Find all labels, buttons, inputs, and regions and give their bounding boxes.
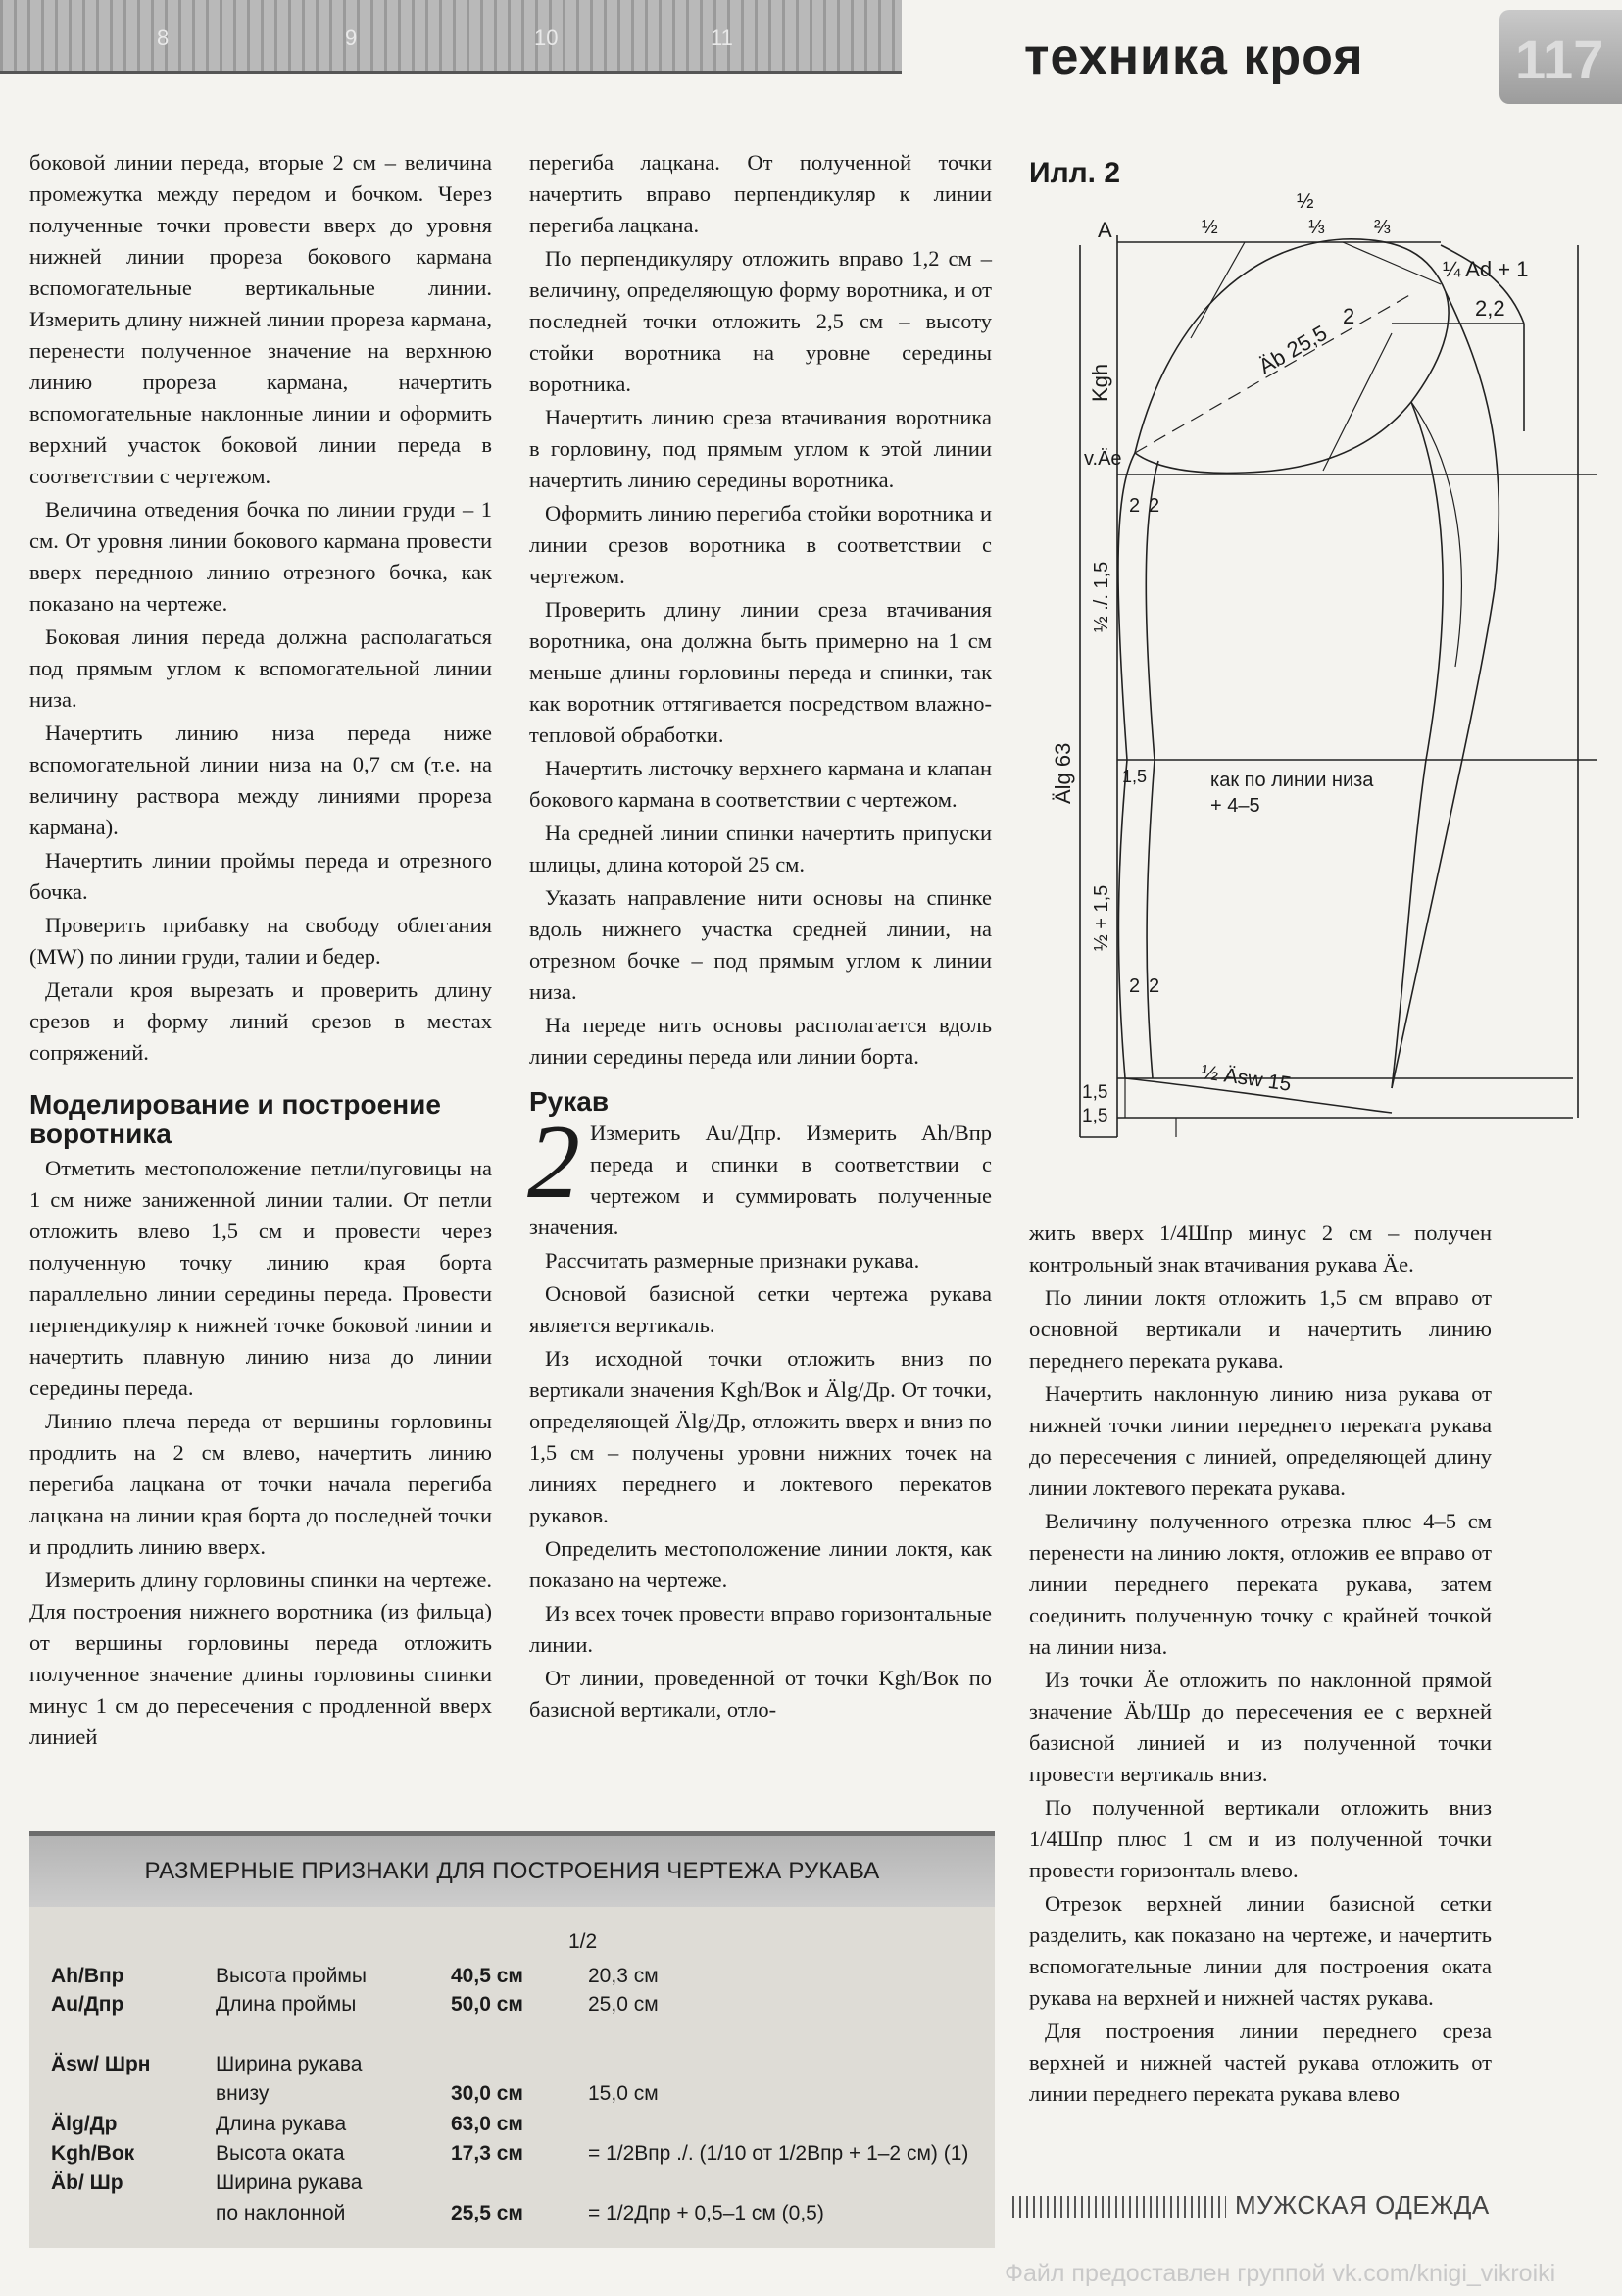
- size-table: [29, 1831, 995, 2248]
- paragraph: Величину полученного отрезка плюс 4–5 см перенести на линию локтя, отложив ее вправо от линии переднего переката рукава, затем соединить полученную точку с крайней точкой на линии низа.: [1029, 1509, 1492, 1659]
- sleeve-pattern-diagram: [1019, 176, 1597, 1147]
- paragraph: Основой базисной сетки чертежа рукава является вертикаль.: [529, 1281, 992, 1337]
- paragraph: Определить местоположение линии локтя, как показано на чертеже.: [529, 1536, 992, 1592]
- section-heading-collar: Моделирование и построение воротника: [29, 1089, 441, 1149]
- paragraph: жить вверх 1/4Шпр минус 2 см – получен контрольный знак втачивания рукава Äe.: [1029, 1221, 1492, 1276]
- paragraph: Оформить линию перегиба стойки воротника и линии срезов воротника в соответствии с чертежом.: [529, 501, 992, 588]
- label: 2: [1129, 975, 1141, 997]
- paragraph: [527, 1104, 992, 1243]
- footer-label: МУЖСКАЯ ОДЕЖДА: [1235, 2190, 1490, 2220]
- paragraph: По перпендикуляру отложить вправо 1,2 см – величину, определяющую форму воротника, и от последней точки отложить 2,5 см – высоту стойки воротника на уровне середины воротника.: [529, 246, 992, 396]
- label: ⅔: [1374, 217, 1391, 238]
- back-seam-outer: [1392, 292, 1499, 1088]
- paragraph: Начертить листочку верхнего кармана и клапан бокового кармана в соответствии с чертежом.: [529, 756, 992, 812]
- aux-line: [1323, 333, 1392, 471]
- paragraph: Проверить длину линии среза втачивания воротника, она должна быть примерно на 1 см меньше длины горловины переда и спинки, так как воротник оттягивается посредством влажно-тепловой обработки.: [529, 597, 992, 747]
- section-title: техника кроя: [1024, 28, 1364, 85]
- row-name-continued: по наклонной: [216, 2202, 346, 2224]
- paragraph: Отрезок верхней линии базисной сетки разделить, как показано на чертеже, и начертить вспомогательные линии для построения оката рукава на верхней и нижней частях рукава.: [1029, 1891, 1492, 2010]
- row-name: Ширина рукава: [216, 2171, 363, 2194]
- paragraph: Из исходной точки отложить вниз по вертикали значения Kgh/Вок и Älg/Др. От точки, определяющей Älg/Др, отложить вверх и вниз по 1,5 см – получены уровни нижних точек на линиях переднего и локтевого перекатов рукавов.: [529, 1346, 992, 1527]
- paragraph: Начертить наклонную линию низа рукава от нижней точки линии переднего переката рукава до пересечения с линией, определяющей длину линии локтевого переката рукава.: [1029, 1381, 1492, 1500]
- paragraph: Начертить линию низа переда ниже вспомогательной линии низа на 0,7 см (т.е. на величину раствора между линиями прореза кармана).: [29, 721, 492, 839]
- under-cap-line: [1411, 402, 1461, 667]
- row-name-continued: внизу: [216, 2082, 270, 2105]
- label: ¼ Ad + 1: [1443, 257, 1529, 281]
- paragraph: По линии локтя отложить 1,5 см вправо от основной вертикали и начертить линию переднего переката рукава.: [1029, 1285, 1492, 1373]
- half-column-header: 1/2: [568, 1930, 598, 1953]
- row-code: Au/Дпр: [51, 1993, 124, 2016]
- label: ½ + 1,5: [1091, 884, 1112, 951]
- row-half: = 1/2Дпр + 0,5–1 см (0,5): [588, 2202, 824, 2224]
- paragraph: По полученной вертикали отложить вниз 1/4Шпр плюс 1 см и из полученной точки провести горизонталь влево.: [1029, 1795, 1492, 1882]
- ruler-number: 10: [534, 25, 559, 50]
- paragraph: От линии, проведенной от точки Kgh/Вок по базисной вертикали, отло-: [529, 1666, 992, 1722]
- paragraph: Начертить линию среза втачивания воротника в горловину, под прямым углом к этой линии начертить линию середины воротника.: [529, 405, 992, 492]
- label: 2: [1149, 975, 1160, 997]
- row-code: Kgh/Вок: [51, 2142, 135, 2165]
- paragraph: Из всех точек провести вправо горизонтальные линии.: [529, 1601, 992, 1657]
- paragraph: боковой линии переда, вторые 2 см – величина промежутка между передом и бочком. Через полученные точки провести вверх до уровня нижней линии прореза бокового кармана вспомогательные вертикальные линии. Измерить длину нижней линии прореза кармана, перенести полученное значение на верхнюю линию прореза кармана, начертить вспомогательные наклонные линии и оформить верхний участок боковой линии переда в соответствии с чертежом.: [29, 150, 492, 488]
- row-name: Высота проймы: [216, 1965, 367, 1987]
- row-half: = 1/2Впр ./. (1/10 от 1/2Впр + 1–2 см) (1): [588, 2142, 969, 2165]
- row-name: Ширина рукава: [216, 2053, 363, 2075]
- figure-title: Илл. 2: [1029, 157, 1121, 189]
- paragraph: Измерить длину горловины спинки на чертеже. Для построения нижнего воротника (из фильца) от вершины горловины переда отложить полученное значение длины горловины спинки минус 1 см до пересечения с продленной вверх линией: [29, 1568, 492, 1749]
- paragraph: Рассчитать размерные признаки рукава.: [545, 1248, 920, 1273]
- footer-barcode-decoration: [1012, 2196, 1226, 2218]
- row-half: 25,0 см: [588, 1993, 659, 2016]
- column-3: [1029, 1218, 1492, 2112]
- back-seam-inner: [1392, 402, 1443, 1088]
- aux-line: [1343, 242, 1441, 284]
- label: ½ Äsw 15: [1200, 1061, 1293, 1096]
- label: v.Äe: [1084, 448, 1122, 470]
- paragraph: Отметить местоположение петли/пуговицы на 1 см ниже заниженной линии талии. От петли отложить влево 1,5 см и провести через полученную точку линию края борта параллельно линии середины переда. Провести перпендикуляр к нижней точке боковой линии и начертить плавную линию низа до линии середины переда.: [29, 1156, 492, 1400]
- row-name: Длина проймы: [216, 1993, 357, 2016]
- paragraph: Детали кроя вырезать и проверить длину срезов и форму линий срезов в местах сопряжений.: [29, 977, 492, 1065]
- label: Äb 25,5: [1254, 320, 1332, 379]
- label: 2: [1149, 495, 1160, 517]
- row-value: 40,5 см: [451, 1965, 523, 1987]
- paragraph: Линию плеча переда от вершины горловины продлить на 2 см влево, начертить линию перегиба лацкана от точки начала перегиба лацкана на линии края борта до последней точки и продлить линию вверх.: [29, 1409, 492, 1559]
- ruler-strip: [0, 0, 902, 74]
- row-name: Длина рукава: [216, 2113, 347, 2135]
- label: ½ ./. 1,5: [1091, 561, 1112, 632]
- row-value: 30,0 см: [451, 2082, 523, 2105]
- column-2: [529, 147, 992, 1727]
- drop-cap: 2: [527, 1104, 580, 1221]
- row-value: 50,0 см: [451, 1993, 523, 2016]
- label: ⅓: [1308, 217, 1325, 238]
- label: 1,5: [1122, 767, 1148, 786]
- row-half: 15,0 см: [588, 2082, 659, 2105]
- paragraph: Боковая линия переда должна располагаться под прямым углом к вспомогательной линии низа.: [29, 624, 492, 712]
- paragraph: Для построения линии переднего среза верхней и нижней частей рукава отложить от линии переднего переката рукава влево: [1029, 2019, 1492, 2106]
- paragraph: Начертить линии проймы переда и отрезного бочка.: [29, 848, 492, 904]
- label: 2: [1343, 304, 1355, 328]
- paragraph: Величина отведения бочка по линии груди – 1 см. От уровня линии бокового кармана провести вверх переднюю линию отрезного бочка, как показано на чертеже.: [29, 497, 492, 616]
- label: Älg 63: [1051, 742, 1075, 804]
- label: ½: [1202, 217, 1218, 238]
- label: A: [1098, 218, 1112, 242]
- aux-line: [1191, 242, 1245, 338]
- label: 1,5: [1082, 1082, 1108, 1103]
- ruler-number: 11: [711, 25, 733, 50]
- row-code: Ah/Впр: [51, 1965, 124, 1987]
- row-value: 17,3 см: [451, 2142, 523, 2165]
- page-number: 117: [1515, 28, 1604, 90]
- label: ½: [1297, 190, 1314, 213]
- label: + 4–5: [1210, 795, 1260, 817]
- paragraph: На средней линии спинки начертить припуски шлицы, длина которой 25 см.: [529, 821, 992, 876]
- column-1: [29, 147, 492, 1755]
- label: как по линии низа: [1210, 770, 1374, 791]
- label: Kgh: [1088, 363, 1112, 402]
- table-title: РАЗМЕРНЫЕ ПРИЗНАКИ ДЛЯ ПОСТРОЕНИЯ ЧЕРТЕЖА РУКАВА: [29, 1836, 995, 1907]
- section-heading-sleeve: Рукав: [529, 1086, 610, 1117]
- ruler-number: 8: [157, 25, 170, 50]
- page-number-tab: [1499, 10, 1622, 104]
- row-code: Äb/ Шр: [51, 2171, 123, 2194]
- paragraph: Указать направление нити основы на спинке вдоль нижнего участка средней линии, на отрезном бочке – под прямым углом к линии низа.: [529, 885, 992, 1004]
- row-value: 63,0 см: [451, 2113, 523, 2135]
- label: 2,2: [1475, 296, 1505, 321]
- paragraph-text: Измерить Au/Дпр. Измерить Ah/Впр переда и спинки в соответствии с чертежом и суммировать полученные значения.: [529, 1121, 992, 1239]
- row-name: Высота оката: [216, 2142, 345, 2165]
- label: 2: [1129, 495, 1141, 517]
- row-code: Äsw/ Шрн: [51, 2053, 151, 2075]
- paragraph: перегиба лацкана. От полученной точки начертить вправо перпендикуляр к линии перегиба лацкана.: [529, 150, 992, 237]
- paragraph: Проверить прибавку на свободу облегания (MW) по линии груди, талии и бедер.: [29, 913, 492, 969]
- paragraph: Из точки Äe отложить по наклонной прямой значение Äb/Шр до пересечения ее с верхней базисной линией и из полученной точки провести вертикаль вниз.: [1029, 1668, 1492, 1786]
- label: 1,5: [1082, 1106, 1108, 1126]
- paragraph: На переде нить основы располагается вдоль линии середины переда или линии борта.: [529, 1013, 992, 1069]
- row-code: Älg/Др: [51, 2113, 118, 2135]
- credit-watermark: Файл предоставлен группой vk.com/knigi_vikroiki: [1005, 2260, 1556, 2287]
- row-half: 20,3 см: [588, 1965, 659, 1987]
- ruler-number: 9: [345, 25, 358, 50]
- row-value: 25,5 см: [451, 2202, 523, 2224]
